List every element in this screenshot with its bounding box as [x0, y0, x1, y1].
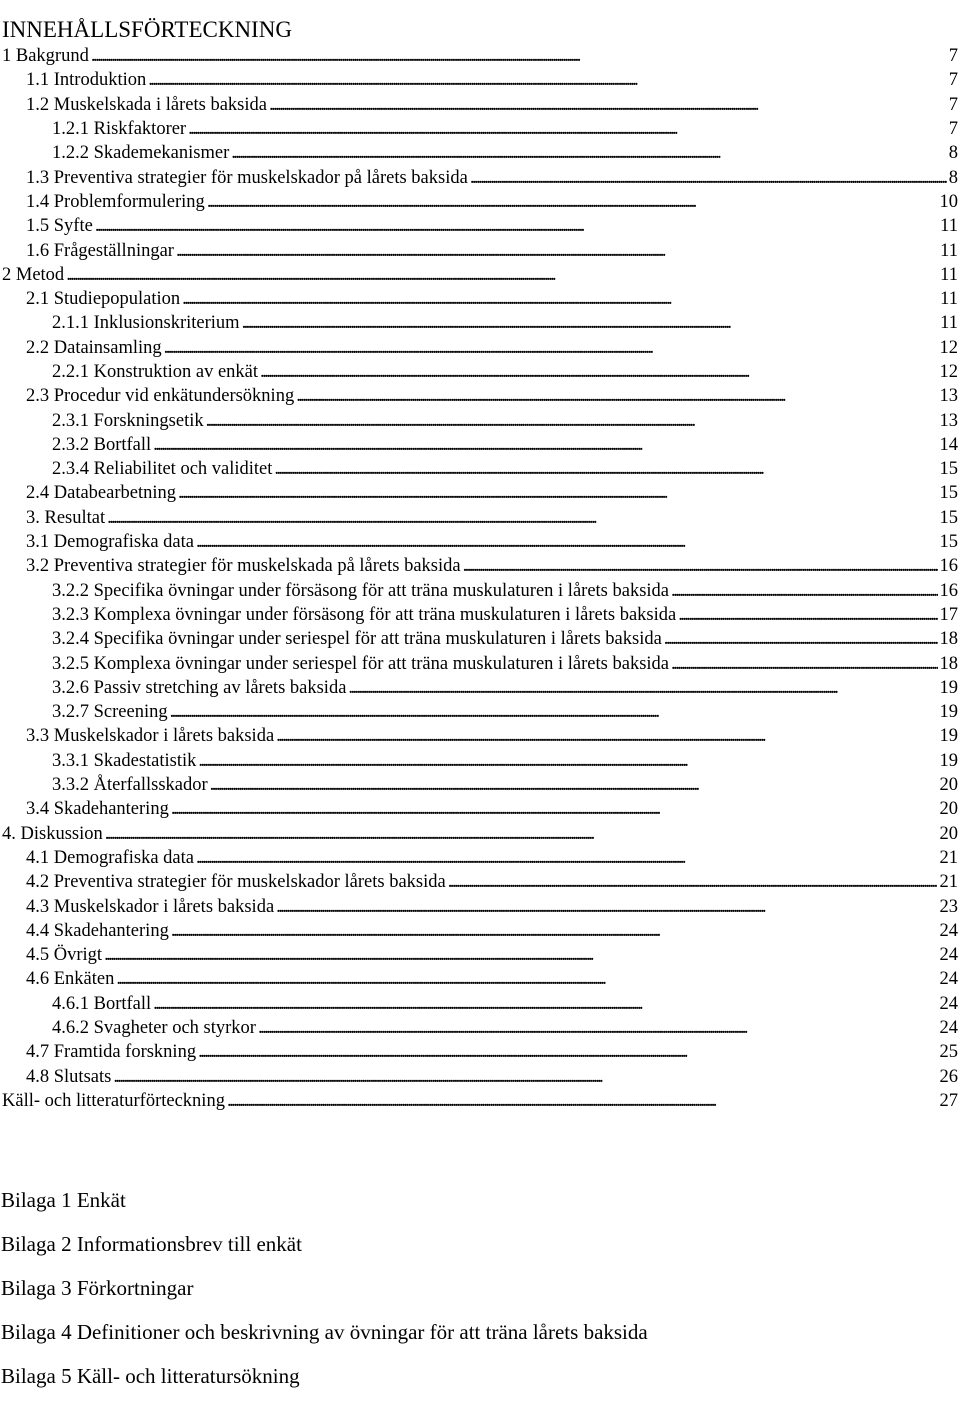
- toc-dot-leader: [113, 1065, 937, 1089]
- toc-entry[interactable]: [0, 992, 960, 1016]
- toc-entry-label: 2.1 Studiepopulation: [26, 287, 180, 311]
- toc-entry-label: 4.6 Enkäten: [26, 967, 114, 991]
- toc-dot-leader: [182, 287, 938, 311]
- toc-entry-label: 4.5 Övrigt: [26, 943, 102, 967]
- toc-entry-label: 3.2.2 Specifika övningar under försäsong för att träna muskulaturen i lårets baksida: [52, 579, 669, 603]
- toc-entry-label: 1.2 Muskelskada i lårets baksida: [26, 93, 267, 117]
- toc-dot-leader: [153, 433, 937, 457]
- toc-entry-label: 4.7 Framtida forskning: [26, 1040, 196, 1064]
- toc-dot-leader: [296, 384, 937, 408]
- toc-dot-leader: [470, 166, 947, 190]
- toc-dot-leader: [348, 676, 937, 700]
- toc-entry[interactable]: [0, 1016, 960, 1040]
- toc-entry[interactable]: [0, 870, 960, 894]
- toc-dot-leader: [206, 409, 938, 433]
- toc-entry-page-number: 15: [940, 506, 960, 530]
- toc-entry-label: 3.3.1 Skadestatistik: [52, 749, 196, 773]
- toc-entry-label: Käll- och litteraturförteckning: [2, 1089, 225, 1113]
- toc-entry-label: 4.8 Slutsats: [26, 1065, 111, 1089]
- toc-entry-label: 2.3.2 Bortfall: [52, 433, 151, 457]
- toc-entry-page-number: 12: [940, 360, 960, 384]
- toc-entry-page-number: 8: [949, 166, 960, 190]
- toc-entry-label: 3.2.4 Specifika övningar under seriespel för att träna muskulaturen i lårets baksida: [52, 627, 662, 651]
- toc-dot-leader: [276, 895, 937, 919]
- toc-dot-leader: [171, 919, 938, 943]
- toc-dot-leader: [231, 141, 947, 165]
- toc-dot-leader: [170, 700, 938, 724]
- toc-entry[interactable]: [0, 1089, 960, 1113]
- appendix-item: Bilaga 4 Definitioner och beskrivning av övningar för att träna lårets baksida: [0, 1317, 960, 1361]
- toc-entry[interactable]: [0, 967, 960, 991]
- toc-entry[interactable]: [0, 773, 960, 797]
- toc-entry[interactable]: [0, 165, 960, 189]
- toc-entry-page-number: 19: [940, 700, 960, 724]
- toc-entry[interactable]: [0, 894, 960, 918]
- toc-dot-leader: [210, 773, 938, 797]
- toc-entry-page-number: 17: [940, 603, 960, 627]
- toc-dot-leader: [269, 93, 947, 117]
- toc-entry[interactable]: [0, 433, 960, 457]
- toc-entry-page-number: 24: [940, 992, 960, 1016]
- toc-dot-leader: [276, 724, 937, 748]
- toc-entry-page-number: 19: [940, 676, 960, 700]
- toc-dot-leader: [671, 652, 938, 676]
- toc-entry[interactable]: [0, 530, 960, 554]
- toc-entry-page-number: 15: [940, 457, 960, 481]
- toc-entry-page-number: 23: [940, 895, 960, 919]
- appendix-list: [0, 1185, 960, 1405]
- toc-entry-label: 1.2.2 Skademekanismer: [52, 141, 229, 165]
- toc-entry[interactable]: [0, 93, 960, 117]
- toc-entry-page-number: 11: [940, 311, 960, 335]
- toc-entry[interactable]: [0, 943, 960, 967]
- toc-entry[interactable]: [0, 311, 960, 335]
- toc-dot-leader: [198, 749, 937, 773]
- page-title: INNEHÅLLSFÖRTECKNING: [2, 15, 292, 45]
- toc-entry-label: 2.2.1 Konstruktion av enkät: [52, 360, 258, 384]
- toc-entry-label: 1.3 Preventiva strategier för muskelskador på lårets baksida: [26, 166, 468, 190]
- toc-entry[interactable]: [0, 603, 960, 627]
- toc-entry[interactable]: [0, 360, 960, 384]
- toc-entry-label: 2.3 Procedur vid enkätundersökning: [26, 384, 294, 408]
- toc-entry-page-number: 7: [949, 117, 960, 141]
- toc-entry[interactable]: [0, 287, 960, 311]
- toc-dot-leader: [196, 530, 938, 554]
- toc-entry-label: 4.2 Preventiva strategier för muskelskador lårets baksida: [26, 870, 446, 894]
- toc-entry-page-number: 24: [940, 1016, 960, 1040]
- toc-entry-label: 1.2.1 Riskfaktorer: [52, 117, 186, 141]
- toc-dot-leader: [66, 263, 938, 287]
- toc-entry-label: 3. Resultat: [26, 506, 105, 530]
- toc-entry-label: 1 Bakgrund: [2, 44, 89, 68]
- toc-entry-label: 2 Metod: [2, 263, 64, 287]
- toc-entry-label: 4.6.2 Svagheter och styrkor: [52, 1016, 256, 1040]
- toc-dot-leader: [176, 239, 938, 263]
- toc-entry[interactable]: [0, 822, 960, 846]
- toc-entry[interactable]: [0, 1064, 960, 1088]
- toc-entry[interactable]: [0, 384, 960, 408]
- toc-entry-label: 4. Diskussion: [2, 822, 103, 846]
- toc-entry-page-number: 7: [949, 93, 960, 117]
- toc-entry-page-number: 20: [940, 822, 960, 846]
- toc-entry[interactable]: [0, 1040, 960, 1064]
- toc-entry-page-number: 27: [940, 1089, 960, 1113]
- toc-entry-page-number: 8: [949, 141, 960, 165]
- toc-entry[interactable]: [0, 408, 960, 432]
- toc-entry[interactable]: [0, 797, 960, 821]
- toc-dot-leader: [95, 214, 938, 238]
- toc-entry-page-number: 19: [940, 749, 960, 773]
- toc-entry-label: 2.4 Databearbetning: [26, 481, 176, 505]
- toc-dot-leader: [448, 870, 938, 894]
- toc-entry[interactable]: [0, 579, 960, 603]
- toc-dot-leader: [260, 360, 937, 384]
- toc-entry-page-number: 24: [940, 967, 960, 991]
- toc-entry-page-number: 21: [940, 870, 960, 894]
- toc-entry[interactable]: [0, 846, 960, 870]
- toc-entry-page-number: 16: [940, 579, 960, 603]
- toc-dot-leader: [105, 822, 938, 846]
- toc-dot-leader: [198, 1040, 937, 1064]
- toc-dot-leader: [678, 603, 937, 627]
- toc-dot-leader: [164, 336, 938, 360]
- toc-entry-label: 3.2.7 Screening: [52, 700, 168, 724]
- toc-entry-label: 2.3.1 Forskningsetik: [52, 409, 204, 433]
- toc-dot-leader: [227, 1089, 938, 1113]
- toc-dot-leader: [196, 846, 938, 870]
- toc-entry-page-number: 10: [940, 190, 960, 214]
- toc-entry-label: 4.1 Demografiska data: [26, 846, 194, 870]
- appendix-item: Bilaga 5 Käll- och litteratursökning: [0, 1361, 960, 1405]
- toc-dot-leader: [104, 943, 937, 967]
- toc-dot-leader: [242, 311, 939, 335]
- toc-entry-label: 3.2 Preventiva strategier för muskelskada på lårets baksida: [26, 554, 461, 578]
- toc-entry-label: 4.4 Skadehantering: [26, 919, 169, 943]
- toc-dot-leader: [153, 992, 937, 1016]
- toc-dot-leader: [207, 190, 938, 214]
- toc-entry[interactable]: [0, 44, 960, 68]
- toc-entry-page-number: 11: [940, 214, 960, 238]
- appendix-item: Bilaga 2 Informationsbrev till enkät: [0, 1229, 960, 1273]
- toc-entry[interactable]: [0, 457, 960, 481]
- toc-entry-label: 1.5 Syfte: [26, 214, 93, 238]
- toc-entry[interactable]: [0, 651, 960, 675]
- toc-entry-label: 1.1 Introduktion: [26, 68, 146, 92]
- toc-dot-leader: [178, 481, 938, 505]
- toc-entry-page-number: 12: [940, 336, 960, 360]
- toc-entry-label: 4.3 Muskelskador i lårets baksida: [26, 895, 274, 919]
- toc-entry-page-number: 20: [940, 797, 960, 821]
- toc-entry[interactable]: [0, 263, 960, 287]
- toc-entry[interactable]: [0, 749, 960, 773]
- toc-dot-leader: [148, 68, 947, 92]
- toc-entry-page-number: 26: [940, 1065, 960, 1089]
- toc-entry-page-number: 13: [940, 384, 960, 408]
- toc-entry-page-number: 15: [940, 481, 960, 505]
- toc-entry[interactable]: [0, 554, 960, 578]
- toc-entry[interactable]: [0, 700, 960, 724]
- toc-dot-leader: [671, 579, 937, 603]
- toc-dot-leader: [463, 554, 938, 578]
- toc-entry-label: 3.4 Skadehantering: [26, 797, 169, 821]
- toc-entry[interactable]: [0, 68, 960, 92]
- toc-entry-page-number: 7: [949, 68, 960, 92]
- toc-entry[interactable]: [0, 481, 960, 505]
- toc-entry-label: 3.2.6 Passiv stretching av lårets baksida: [52, 676, 346, 700]
- toc-dot-leader: [171, 797, 938, 821]
- toc-entry-page-number: 7: [949, 44, 960, 68]
- toc-entry-label: 3.3.2 Återfallsskador: [52, 773, 208, 797]
- toc-entry[interactable]: [0, 238, 960, 262]
- toc-entry-label: 2.3.4 Reliabilitet och validitet: [52, 457, 272, 481]
- toc-entry-label: 1.6 Frågeställningar: [26, 239, 174, 263]
- toc-entry-page-number: 25: [940, 1040, 960, 1064]
- toc-entry-page-number: 19: [940, 724, 960, 748]
- toc-entry-page-number: 15: [940, 530, 960, 554]
- toc-entry[interactable]: [0, 919, 960, 943]
- toc-entry-page-number: 14: [940, 433, 960, 457]
- toc-entry-label: 3.3 Muskelskador i lårets baksida: [26, 724, 274, 748]
- toc-entry-page-number: 18: [940, 627, 960, 651]
- appendix-item: Bilaga 3 Förkortningar: [0, 1273, 960, 1317]
- appendix-item: Bilaga 1 Enkät: [0, 1185, 960, 1229]
- toc-entry[interactable]: [0, 724, 960, 748]
- toc-entry-page-number: 13: [940, 409, 960, 433]
- toc-entry[interactable]: [0, 190, 960, 214]
- toc-entry[interactable]: [0, 117, 960, 141]
- toc-entry-label: 3.2.5 Komplexa övningar under seriespel för att träna muskulaturen i lårets baksida: [52, 652, 669, 676]
- toc-entry[interactable]: [0, 627, 960, 651]
- toc-entry-label: 2.2 Datainsamling: [26, 336, 162, 360]
- toc-dot-leader: [116, 967, 937, 991]
- toc-entry-label: 4.6.1 Bortfall: [52, 992, 151, 1016]
- toc-dot-leader: [91, 44, 947, 68]
- toc-entry-page-number: 11: [940, 287, 960, 311]
- toc-entry[interactable]: [0, 676, 960, 700]
- table-of-contents: [0, 44, 960, 1113]
- toc-entry-page-number: 21: [940, 846, 960, 870]
- toc-entry-page-number: 20: [940, 773, 960, 797]
- toc-entry-page-number: 11: [940, 263, 960, 287]
- toc-entry-page-number: 24: [940, 919, 960, 943]
- toc-dot-leader: [274, 457, 937, 481]
- toc-dot-leader: [258, 1016, 938, 1040]
- toc-entry[interactable]: [0, 141, 960, 165]
- toc-entry-page-number: 11: [940, 239, 960, 263]
- toc-entry-label: 3.2.3 Komplexa övningar under försäsong för att träna muskulaturen i lårets baksida: [52, 603, 676, 627]
- toc-entry[interactable]: [0, 336, 960, 360]
- toc-entry-page-number: 18: [940, 652, 960, 676]
- toc-entry[interactable]: [0, 506, 960, 530]
- toc-entry-label: 2.1.1 Inklusionskriterium: [52, 311, 240, 335]
- toc-entry-page-number: 16: [940, 554, 960, 578]
- toc-dot-leader: [107, 506, 937, 530]
- toc-entry-page-number: 24: [940, 943, 960, 967]
- toc-entry-label: 1.4 Problemformulering: [26, 190, 205, 214]
- toc-dot-leader: [664, 627, 938, 651]
- toc-dot-leader: [188, 117, 947, 141]
- toc-entry-label: 3.1 Demografiska data: [26, 530, 194, 554]
- toc-entry[interactable]: [0, 214, 960, 238]
